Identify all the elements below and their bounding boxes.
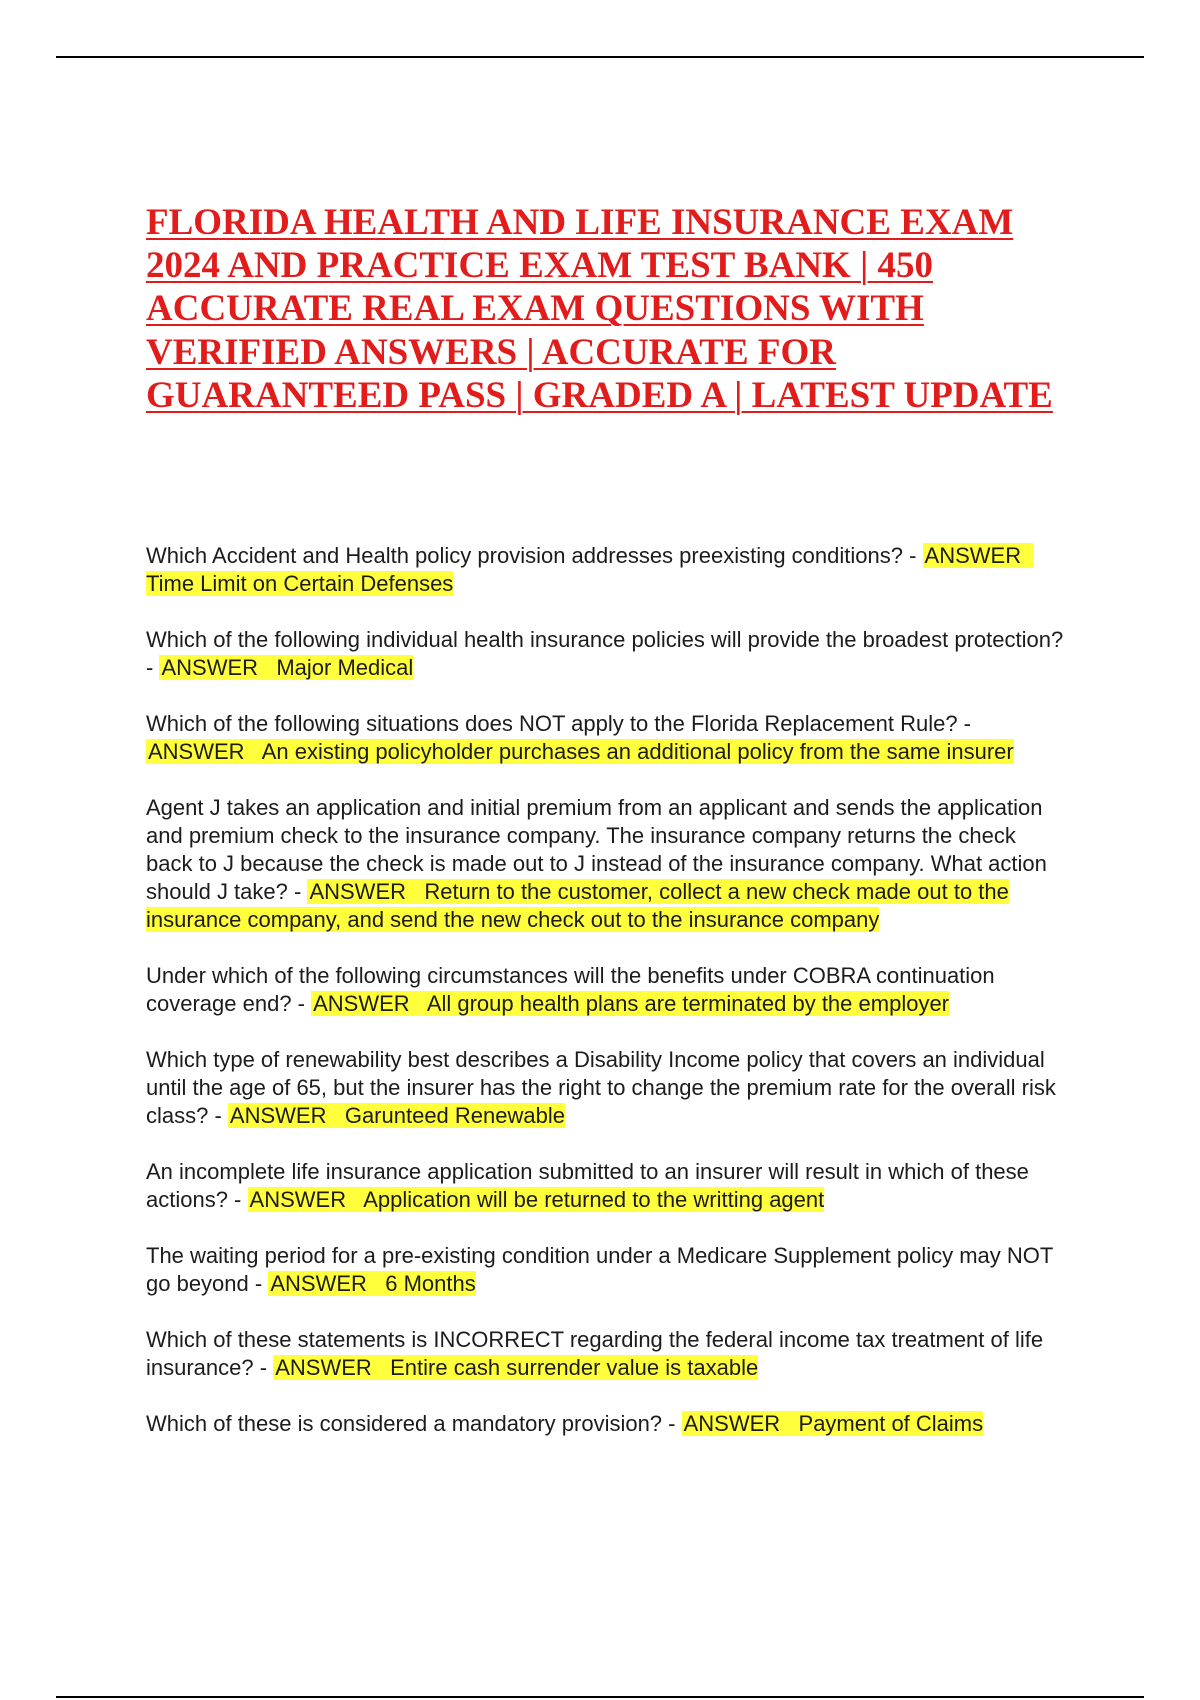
answer-text: Garunteed Renewable bbox=[344, 1103, 565, 1128]
answer-text: Return to the customer, collect a new check made out to the insurance company, and send the new check out to the insurance company bbox=[146, 879, 1009, 932]
question-text: Which type of renewability best describes a Disability Income policy that covers an individual until the age of 65, but the insurer has the right to change the premium rate for the overall risk class? - bbox=[146, 1047, 1056, 1128]
answer-highlight bbox=[146, 739, 1014, 764]
answer-highlight bbox=[273, 1355, 758, 1380]
answer-highlight bbox=[248, 1187, 825, 1212]
answer-label: ANSWER bbox=[161, 655, 259, 680]
answer-label: ANSWER bbox=[270, 1271, 367, 1296]
answer-text: 6 Months bbox=[385, 1271, 476, 1296]
qa-item bbox=[146, 1410, 1066, 1438]
answer-text: All group health plans are terminated by the employer bbox=[426, 991, 950, 1016]
question-text: Under which of the following circumstances will the benefits under COBRA continuation coverage end? - bbox=[146, 963, 995, 1016]
top-rule bbox=[56, 56, 1144, 58]
bottom-rule bbox=[56, 1696, 1144, 1698]
answer-text: Major Medical bbox=[276, 655, 414, 680]
qa-item bbox=[146, 710, 1066, 766]
question-text: Which Accident and Health policy provision addresses preexisting conditions? - bbox=[146, 543, 917, 568]
document-title: FLORIDA HEALTH AND LIFE INSURANCE EXAM 2024 AND PRACTICE EXAM TEST BANK | 450 ACCURATE REAL EXAM QUESTIONS WITH VERIFIED ANSWERS | ACCURATE FOR GUARANTEED PASS | GRADED A | LATEST UPDATE bbox=[146, 202, 1053, 416]
qa-item bbox=[146, 542, 1066, 598]
question-text: The waiting period for a pre-existing condition under a Medicare Supplement policy may NOT go beyond - bbox=[146, 1243, 1053, 1296]
answer-label: ANSWER bbox=[309, 879, 406, 904]
question-text: Which of these is considered a mandatory provision? - bbox=[146, 1411, 676, 1436]
answer-label: ANSWER bbox=[229, 1103, 327, 1128]
question-text: Which of the following situations does NOT apply to the Florida Replacement Rule? - bbox=[146, 711, 972, 736]
answer-text: Time Limit on Certain Defenses bbox=[146, 571, 454, 596]
qa-item bbox=[146, 1046, 1066, 1130]
answer-text: Entire cash surrender value is taxable bbox=[390, 1355, 759, 1380]
answer-highlight bbox=[268, 1271, 475, 1296]
qa-item bbox=[146, 794, 1066, 934]
qa-item bbox=[146, 962, 1066, 1018]
answer-label: ANSWER bbox=[275, 1355, 372, 1380]
answer-text: An existing policyholder purchases an additional policy from the same insurer bbox=[261, 739, 1014, 764]
qa-list bbox=[146, 542, 1066, 1466]
answer-text: Payment of Claims bbox=[798, 1411, 984, 1436]
question-text: Agent J takes an application and initial premium from an applicant and sends the application and premium check to the insurance company. The insurance company returns the check back to J because the check is made out to J instead of the insurance company. What action should J take? - bbox=[146, 795, 1047, 904]
question-text: Which of these statements is INCORRECT regarding the federal income tax treatment of life insurance? - bbox=[146, 1327, 1044, 1380]
question-text: Which of the following individual health insurance policies will provide the broadest protection? - bbox=[146, 627, 1064, 680]
answer-label: ANSWER bbox=[313, 991, 410, 1016]
qa-item bbox=[146, 626, 1066, 682]
answer-label: ANSWER bbox=[249, 1187, 347, 1212]
question-text: An incomplete life insurance application submitted to an insurer will result in which of these actions? - bbox=[146, 1159, 1029, 1212]
answer-label: ANSWER bbox=[924, 543, 1022, 568]
answer-label: ANSWER bbox=[148, 739, 245, 764]
answer-highlight bbox=[311, 991, 949, 1016]
answer-highlight bbox=[682, 1411, 984, 1436]
answer-text: Application will be returned to the writting agent bbox=[363, 1187, 825, 1212]
qa-item bbox=[146, 1158, 1066, 1214]
answer-highlight bbox=[159, 655, 413, 680]
answer-highlight bbox=[228, 1103, 565, 1128]
qa-item bbox=[146, 1326, 1066, 1382]
qa-item bbox=[146, 1242, 1066, 1298]
answer-label: ANSWER bbox=[683, 1411, 781, 1436]
